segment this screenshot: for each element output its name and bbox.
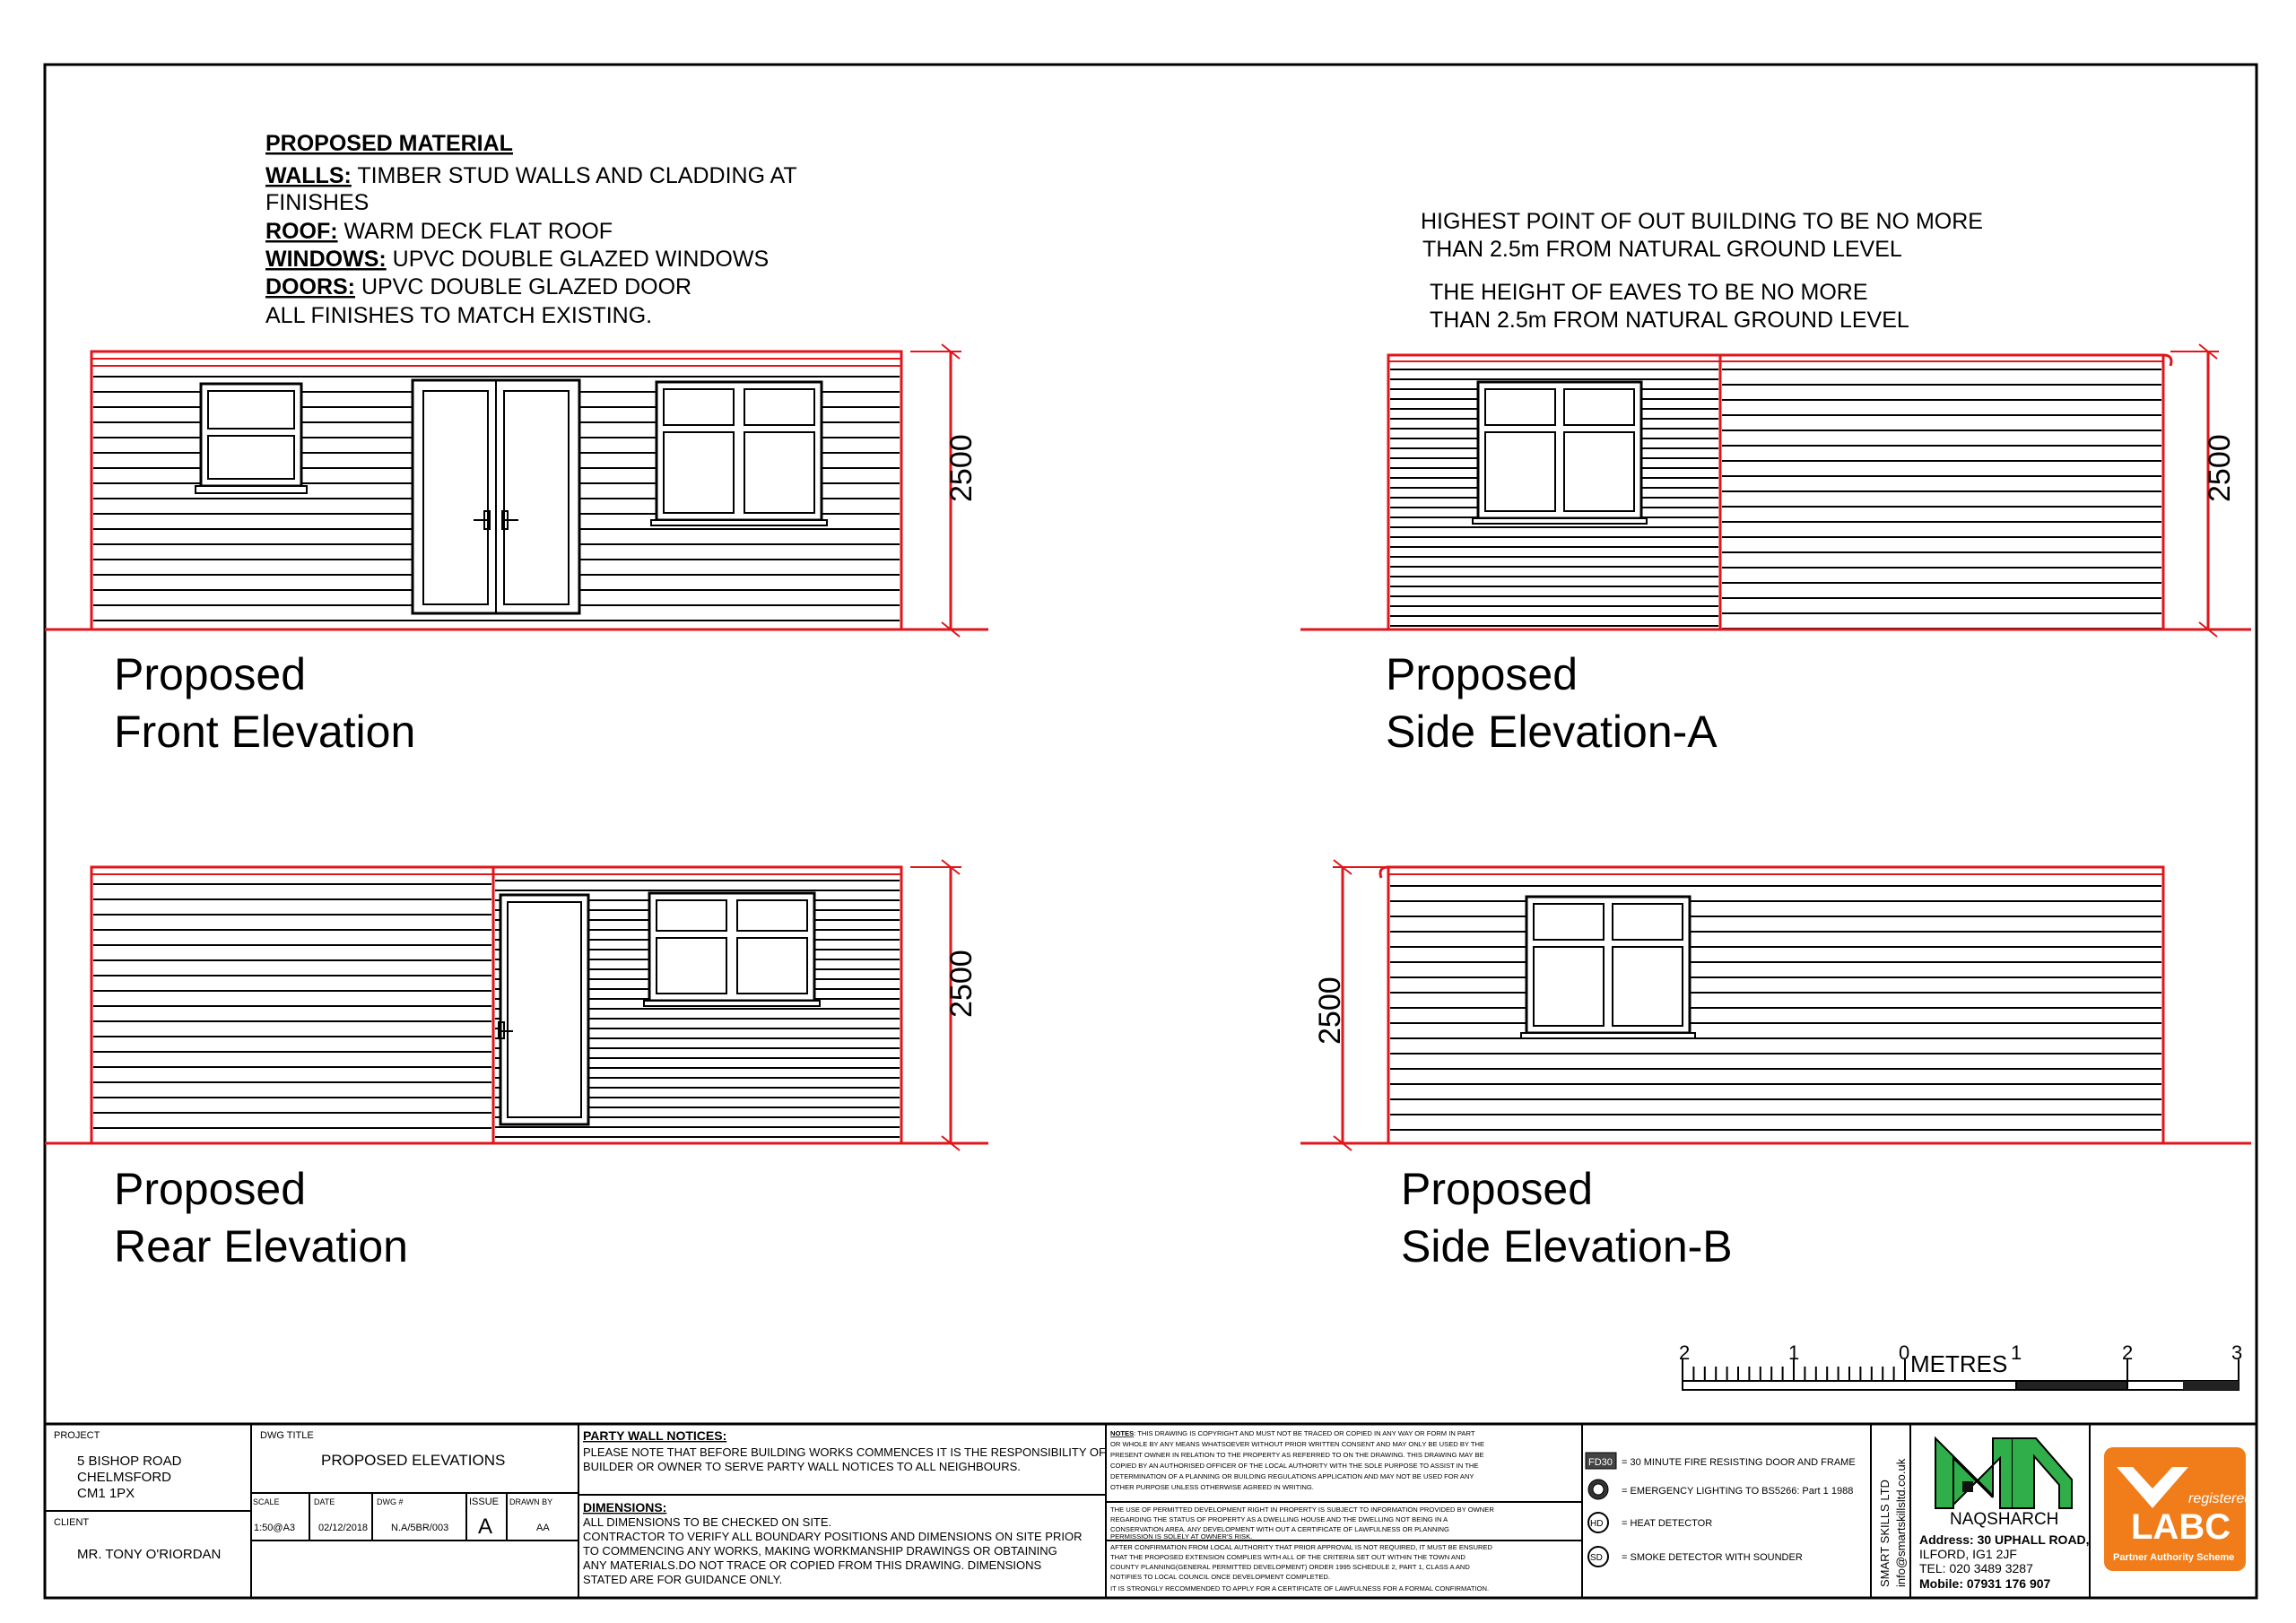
svg-text:THAT THE PROPOSED EXTENSION CO: THAT THE PROPOSED EXTENSION COMPLIES WITH ALL OF THE CRITERIA SET OUT WITHIN THE TOWN AND: [1110, 1553, 1465, 1561]
symbol-legend: [1586, 1453, 1856, 1567]
front-window-right: [651, 382, 827, 525]
svg-text:COPIED BY AN AUTHORISED OFFICE: COPIED BY AN AUTHORISED OFFICER OF THE LOCAL AUTHORITY WITH THE SOLE PURPOSE TO ASSIST IN THE: [1110, 1462, 1479, 1470]
project-line-1: 5 BISHOP ROAD: [77, 1454, 182, 1469]
svg-text:REGARDING THE STATUS OF PROPER: REGARDING THE STATUS OF PROPERTY AS A DWELLING HOUSE AND THE DWELLING NOT BEING IN A: [1110, 1515, 1448, 1523]
front-title-line-1: Proposed: [114, 649, 307, 699]
party-wall-heading: PARTY WALL NOTICES:: [583, 1428, 727, 1443]
dwg-title-label: DWG TITLE: [260, 1430, 314, 1441]
front-elevation: [45, 344, 988, 757]
scale-label-2-right: 2: [2122, 1341, 2134, 1364]
svg-text:OTHER PURPOSE UNLESS OTHERWISE: OTHER PURPOSE UNLESS OTHERWISE AGREED IN WRITING.: [1110, 1483, 1314, 1491]
project-line-2: CHELMSFORD: [77, 1470, 172, 1485]
date-label: DATE: [314, 1497, 335, 1506]
client-label: CLIENT: [54, 1517, 90, 1528]
rear-window: [644, 893, 820, 1006]
walls-line-2: FINISHES: [265, 190, 370, 215]
dimensions-line-2: CONTRACTOR TO VERIFY ALL BOUNDARY POSITIONS AND DIMENSIONS ON SITE PRIOR: [583, 1530, 1083, 1543]
side-a-dimension: [2170, 344, 2237, 637]
svg-text:COUNTY PLANNING(GENERAL PERMIT: COUNTY PLANNING(GENERAL PERMITTED DEVELOPMENT) ORDER 1995 SCHEDULE 2, PART 1, CLASS A AND: [1110, 1563, 1470, 1571]
height-note-line-2: THAN 2.5m FROM NATURAL GROUND LEVEL: [1422, 237, 1902, 262]
side-b-dim-label: 2500: [1313, 976, 1347, 1045]
dimensions-line-3: TO COMMENCING ANY WORKS, MAKING WORKMANSHIP DRAWINGS OR OBTAINING: [583, 1544, 1057, 1558]
naqsharch-logo: [1935, 1438, 2072, 1529]
svg-text:NOTES: THIS DRAWING IS COPYRIG: NOTES: THIS DRAWING IS COPYRIGHT AND MUST NOT BE TRACED OR COPIED IN ANY WAY OR FORM IN PART: [1110, 1429, 1475, 1437]
side-a-elevation: [1300, 344, 2251, 757]
party-wall-line-2: BUILDER OR OWNER TO SERVE PARTY WALL NOTICES TO ALL NEIGHBOURS.: [583, 1460, 1021, 1473]
labc-logo: [2104, 1447, 2253, 1571]
drawn-label: DRAWN BY: [509, 1497, 553, 1506]
project-line-3: CM1 1PX: [77, 1486, 135, 1501]
svg-text:AFTER CONFIRMATION FROM LOCAL: AFTER CONFIRMATION FROM LOCAL AUTHORITY THAT PRIOR APPROVAL IS NOT REQUIRED, IT MUST BE ENSURED: [1110, 1543, 1493, 1551]
mobile: Mobile: 07931 176 907: [1919, 1576, 2051, 1591]
side-b-window: [1521, 897, 1695, 1038]
svg-text:THE USE OF PERMITTED DEVELOPME: THE USE OF PERMITTED DEVELOPMENT RIGHT IN PROPERTY IS SUBJECT TO INFORMATION PROVIDED BY OWNER: [1110, 1506, 1494, 1514]
labc-registered: registered: [2188, 1491, 2253, 1506]
rear-elevation: [45, 860, 988, 1271]
rear-title-line-1: Proposed: [114, 1164, 307, 1214]
dwg-no-label: DWG #: [377, 1497, 404, 1506]
scale-label-0: 0: [1899, 1341, 1910, 1364]
front-window-left: [196, 384, 307, 493]
scale-label-1-left: 1: [1788, 1341, 1800, 1364]
svg-text:DETERMINATION OF A PLANNING OR: DETERMINATION OF A PLANNING OR BUILDING REGULATIONS APPLICATION AND MAY NOT BE USED FOR ANY: [1110, 1472, 1474, 1480]
emergency-light-icon: [1593, 1484, 1604, 1495]
side-a-title-line-2: Side Elevation-A: [1386, 707, 1718, 757]
front-title-line-2: Front Elevation: [114, 707, 416, 757]
svg-text:CONSERVATION AREA. ANY DEVELOP: CONSERVATION AREA. ANY DEVELOPMENT WITH OUT A CERTIFICATE OF LAWFULNESS OR PLANNING: [1110, 1525, 1449, 1533]
height-note-line-4: THAN 2.5m FROM NATURAL GROUND LEVEL: [1430, 308, 1909, 333]
naqsharch-name: NAQSHARCH: [1950, 1510, 2059, 1529]
windows-line: WINDOWS: UPVC DOUBLE GLAZED WINDOWS: [265, 247, 770, 272]
scale-label-1-right: 1: [2011, 1341, 2022, 1364]
rear-dim-label: 2500: [944, 950, 978, 1018]
dwg-title: PROPOSED ELEVATIONS: [321, 1452, 506, 1469]
scale-label-2-left: 2: [1679, 1341, 1691, 1364]
party-wall-line-1: PLEASE NOTE THAT BEFORE BUILDING WORKS COMMENCES IT IS THE RESPONSIBILITY OF: [583, 1445, 1106, 1459]
legend-fd30: = 30 MINUTE FIRE RESISTING DOOR AND FRAME: [1622, 1457, 1856, 1468]
rear-dimension: [910, 860, 978, 1150]
issue-value: A: [478, 1515, 493, 1539]
scale-label: SCALE: [253, 1497, 280, 1506]
height-notes: [1421, 209, 1983, 333]
issue-label: ISSUE: [469, 1497, 500, 1507]
height-note-line-1: HIGHEST POINT OF OUT BUILDING TO BE NO MORE: [1421, 209, 1983, 234]
side-b-elevation: [1300, 860, 2251, 1271]
address-line-2: ILFORD, IG1 2JF: [1919, 1547, 2017, 1561]
svg-text:OR WHOLE BY ANY MEANS WHATSOEV: OR WHOLE BY ANY MEANS WHATSOEVER WITHOUT PRIOR WRITTEN CONSENT AND MAY ONLY BE USED BY THE: [1110, 1440, 1485, 1448]
scale-unit: METRES: [1910, 1350, 2008, 1377]
dimensions-line-4: ANY MATERIALS.DO NOT TRACE OR COPIED FROM THIS DRAWING. DIMENSIONS: [583, 1558, 1042, 1572]
drawn-value: AA: [536, 1523, 550, 1533]
svg-text:IT IS STRONGLY RECOMMENDED TO: IT IS STRONGLY RECOMMENDED TO APPLY FOR A CERTIFICATE OF LAWFULNESS FOR A FORMAL CONFIRMATION.: [1110, 1584, 1490, 1593]
side-a-window: [1473, 382, 1647, 524]
materials-heading: PROPOSED MATERIAL: [265, 131, 513, 156]
project-label: PROJECT: [54, 1430, 100, 1441]
materials-note: [265, 131, 797, 328]
rear-door: [499, 895, 588, 1124]
labc-scheme: Partner Authority Scheme: [2113, 1552, 2235, 1563]
fd30-symbol: FD30: [1588, 1457, 1613, 1468]
scale-bar: [1679, 1341, 2242, 1390]
height-note-line-3: THE HEIGHT OF EAVES TO BE NO MORE: [1430, 280, 1868, 305]
walls-line: WALLS: TIMBER STUD WALLS AND CLADDING AT: [265, 163, 797, 188]
side-b-cladding: [1390, 886, 2161, 1130]
front-double-door: [413, 380, 579, 613]
side-b-dimension: [1313, 860, 1386, 1150]
rear-title-line-2: Rear Elevation: [114, 1221, 408, 1271]
front-dim-label: 2500: [944, 434, 978, 502]
roof-line: ROOF: WARM DECK FLAT ROOF: [265, 219, 613, 244]
legend-emergency: = EMERGENCY LIGHTING TO BS5266: Part 1 1988: [1622, 1486, 1854, 1497]
side-a-title-line-1: Proposed: [1386, 649, 1578, 699]
dimensions-line-1: ALL DIMENSIONS TO BE CHECKED ON SITE.: [583, 1515, 832, 1529]
telephone: TEL: 020 3489 3287: [1919, 1561, 2033, 1575]
side-b-title-line-1: Proposed: [1401, 1164, 1594, 1214]
scale-value: 1:50@A3: [254, 1523, 296, 1533]
finishes-line: ALL FINISHES TO MATCH EXISTING.: [265, 303, 653, 328]
legend-heat: = HEAT DETECTOR: [1622, 1518, 1713, 1529]
client-name: MR. TONY O'RIORDAN: [77, 1547, 222, 1562]
legend-smoke: = SMOKE DETECTOR WITH SOUNDER: [1622, 1552, 1803, 1563]
svg-text:PERMISSION IS SOLELY AT OWNER': PERMISSION IS SOLELY AT OWNER'S RISK.: [1110, 1532, 1253, 1541]
svg-text:SD: SD: [1590, 1553, 1603, 1563]
dimensions-line-5: STATED ARE FOR GUIDANCE ONLY.: [583, 1573, 783, 1586]
svg-text:HD: HD: [1590, 1519, 1604, 1529]
labc-text: LABC: [2131, 1507, 2231, 1547]
dwg-no-value: N.A/5BR/003: [391, 1523, 449, 1533]
dimensions-heading: DIMENSIONS:: [583, 1500, 667, 1515]
svg-text:NOTIFIES TO LOCAL COUNCIL ONCE: NOTIFIES TO LOCAL COUNCIL ONCE DEVELOPMENT COMPLETED.: [1110, 1573, 1331, 1581]
svg-text:PRESENT OWNER IN RELATION TO T: PRESENT OWNER IN RELATION TO THE PROPERTY AS REFERRED TO ON THE DRAWING. THIS DRAWING MAY BE: [1110, 1451, 1484, 1459]
company-name-vertical: SMART SKILLS LTD: [1878, 1480, 1892, 1587]
address-line-1: Address: 30 UPHALL ROAD,: [1919, 1532, 2090, 1547]
scale-label-3: 3: [2231, 1341, 2243, 1364]
side-b-title-line-2: Side Elevation-B: [1401, 1221, 1733, 1271]
side-a-dim-label: 2500: [2203, 434, 2237, 502]
company-email-vertical: info@smartskillsltd.co.uk: [1894, 1458, 1908, 1587]
doors-line: DOORS: UPVC DOUBLE GLAZED DOOR: [265, 274, 692, 299]
date-value: 02/12/2018: [318, 1523, 369, 1533]
front-dimension: [910, 344, 978, 637]
title-block-text: [54, 1428, 2253, 1593]
copyright-notes: [1110, 1429, 1494, 1593]
